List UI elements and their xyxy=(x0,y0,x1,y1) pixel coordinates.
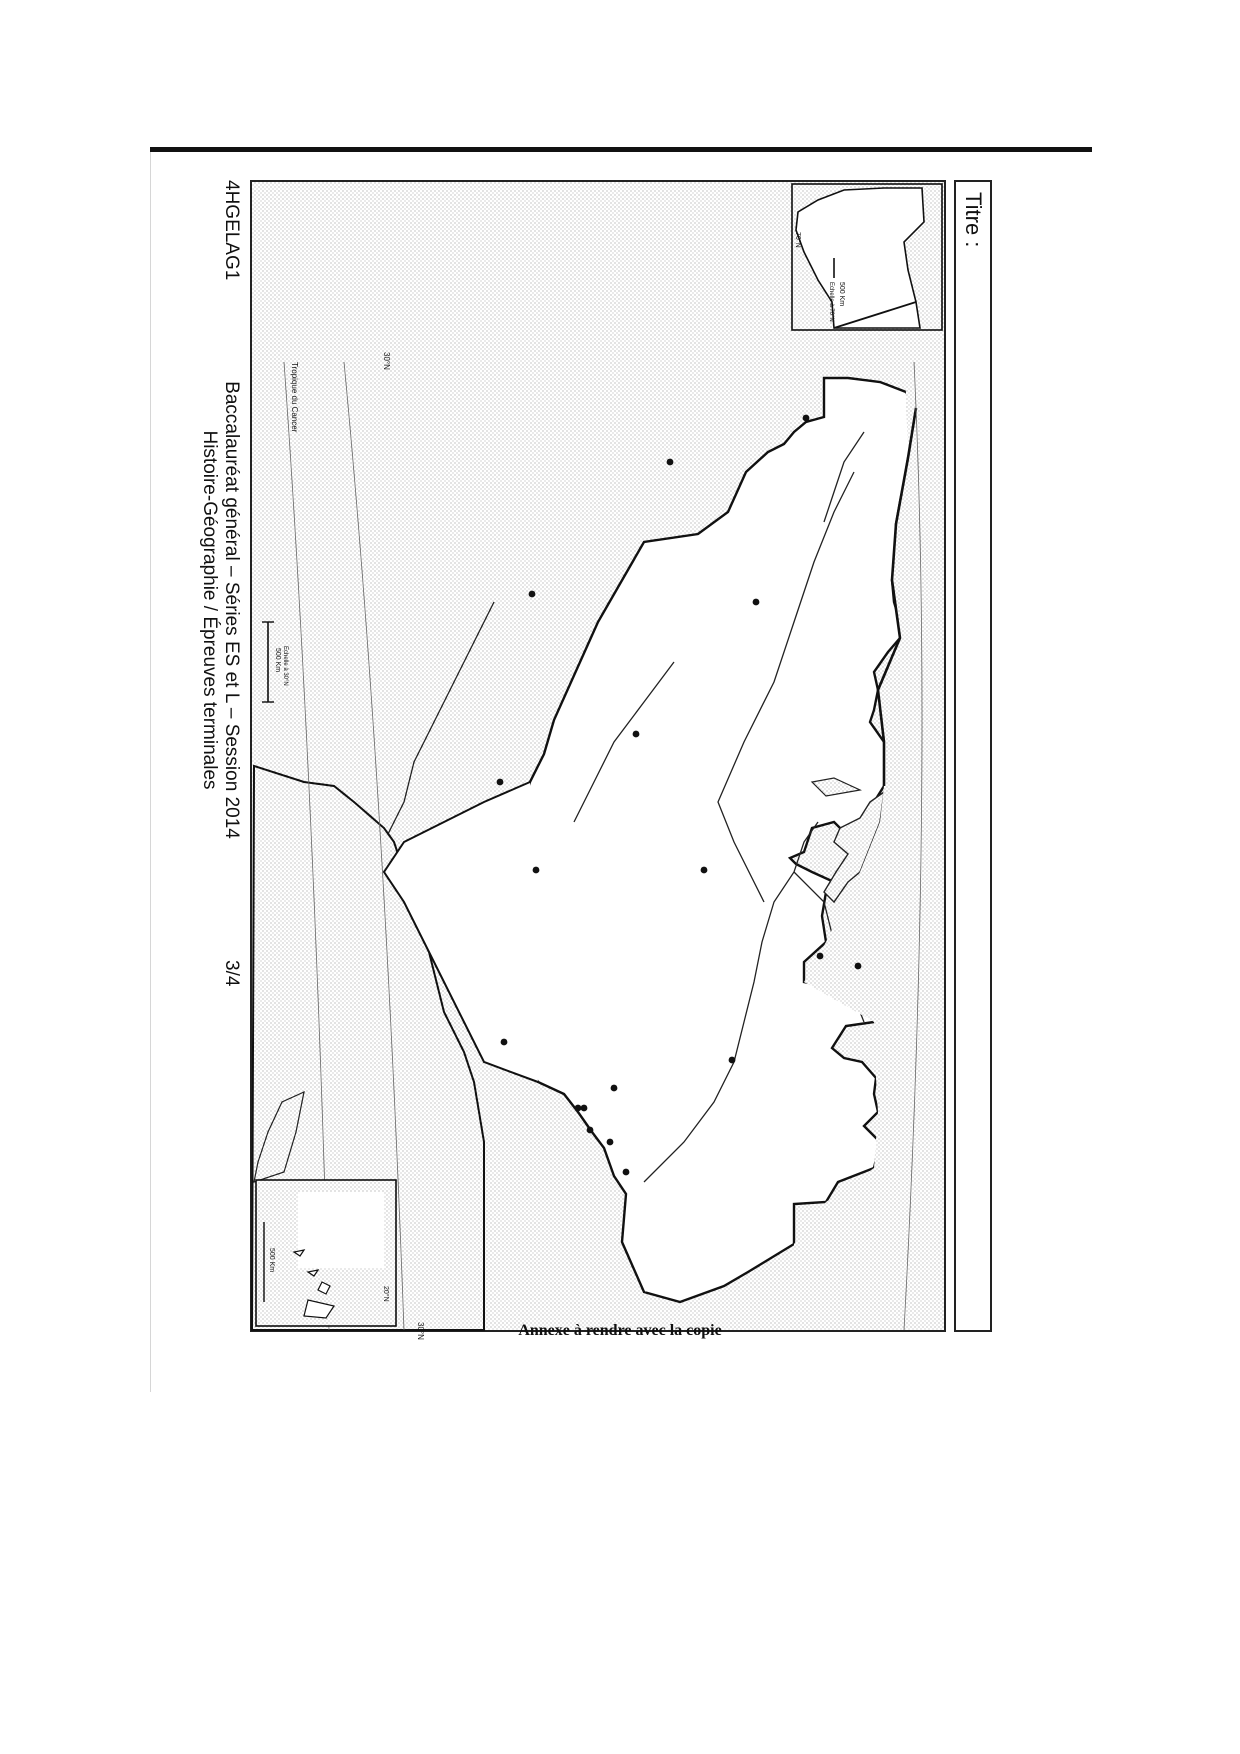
hawaii-parallel-label: 20°N xyxy=(382,1286,389,1302)
alaska-scale-label: 500 Km xyxy=(838,282,845,307)
footer-code: 4HGELAG1 xyxy=(221,180,242,281)
city-dot xyxy=(855,963,862,970)
title-label: Titre : xyxy=(961,192,986,248)
footer-exam-line2: Histoire-Géographie / Épreuves terminales xyxy=(199,430,220,790)
city-dot xyxy=(607,1139,614,1146)
city-dot xyxy=(817,953,824,960)
margin-line xyxy=(150,152,151,1392)
main-scale-note: Echelle à 30°N xyxy=(282,646,288,686)
city-dot xyxy=(575,1105,582,1112)
main-scale-label: 500 Km xyxy=(274,648,281,673)
city-dot xyxy=(667,459,674,466)
city-dot xyxy=(753,599,760,606)
hawaii-scale-label: 500 Km xyxy=(268,1248,275,1273)
tropic-label: Tropique du Cancer xyxy=(290,362,299,433)
title-box xyxy=(954,180,992,1332)
city-dot xyxy=(581,1105,588,1112)
city-dot xyxy=(533,867,540,874)
city-dot xyxy=(803,415,810,422)
city-dot xyxy=(633,731,640,738)
map-frame xyxy=(250,180,946,1340)
parallel-label-30n-right: 30°N xyxy=(382,352,391,370)
footer-exam xyxy=(198,260,242,960)
city-dot xyxy=(501,1039,508,1046)
hawaii-blank-area xyxy=(298,1192,384,1268)
parallel-label-30n-top: 30°N xyxy=(416,1322,425,1340)
footer-page-number: 3/4 xyxy=(221,960,242,987)
alaska-parallel-label: 70°N xyxy=(794,232,801,248)
footer-exam-line1: Baccalauréat général – Séries ES et L – Session 2014 xyxy=(221,381,242,839)
hawaii-inset xyxy=(256,1180,396,1326)
rotated-page-content xyxy=(199,180,1000,1340)
city-dot xyxy=(729,1057,736,1064)
city-dot xyxy=(611,1085,618,1092)
city-dot xyxy=(701,867,708,874)
alaska-scale-note: Echelle à 70°N xyxy=(828,282,834,322)
annex-caption: Annexe à rendre avec la copie xyxy=(518,1322,722,1339)
city-dot xyxy=(587,1127,594,1134)
city-dot xyxy=(497,779,504,786)
city-dot xyxy=(623,1169,630,1176)
alaska-inset xyxy=(792,184,942,330)
city-dot xyxy=(529,591,536,598)
top-rule xyxy=(150,147,1092,152)
